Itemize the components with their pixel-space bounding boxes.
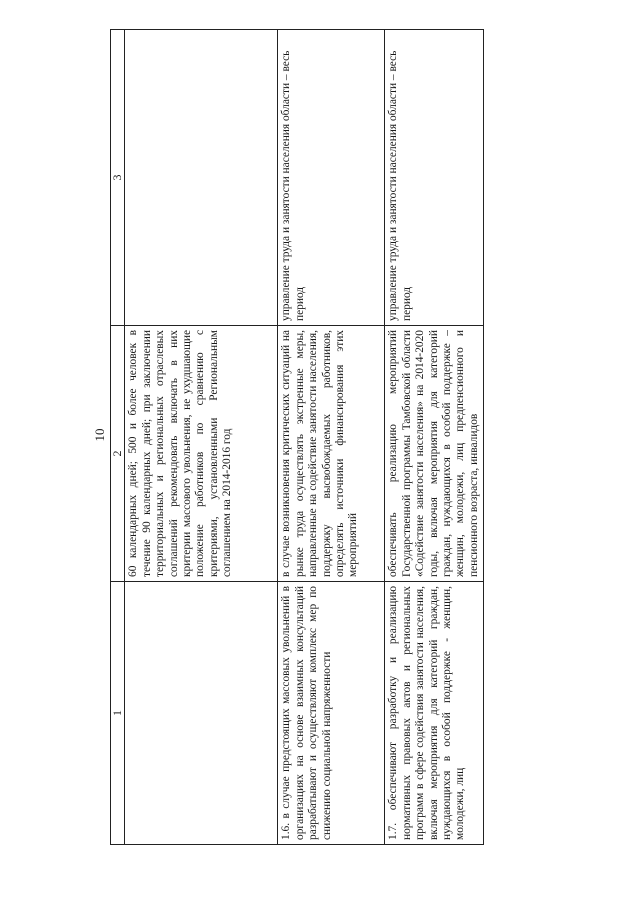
table-row — [125, 30, 278, 845]
cell-responsible — [125, 30, 278, 326]
measures-table — [110, 30, 480, 845]
header-col-2: 2 — [111, 326, 125, 582]
table-header-row — [111, 30, 125, 845]
cell-trade-unions: 1.7. обеспечивают разработку и реализацию нормативных правовых актов и региональных программ в сфере содействия занятости населения, включая мероприятия для категорий граждан, нуждающихся в особой поддержке - женщин, молодежи, лиц — [385, 582, 484, 845]
cell-trade-unions — [125, 582, 278, 845]
header-col-1: 1 — [111, 582, 125, 845]
cell-responsible: управление труда и занятости населения области – весь период — [278, 30, 385, 326]
page-number: 10 — [92, 428, 107, 442]
table-row — [385, 30, 484, 845]
header-col-3: 3 — [111, 30, 125, 326]
cell-measures: 60 календарных дней; 500 и более человек в течение 90 календарных дней; при заключении территориальных и региональных отраслевых соглашений рекомендовать включать в них критерии массового увольнения, не ухудшающие положение работников по сравнению с критериями, установленными Региональным соглашением на 2014-2016 год — [125, 326, 278, 582]
cell-responsible: управление труда и занятости населения области – весь период — [385, 30, 484, 326]
cell-trade-unions: 1.6. в случае предстоящих массовых увольнений в организациях на основе взаимных консультаций разрабатывают и осуществляют комплекс мер по снижению социальной напряженности — [278, 582, 385, 845]
cell-measures: в случае возникновения критических ситуаций на рынке труда осуществлять экстренные меры, направленные на содействие занятости населения, поддержку высвобождаемых работников, определять источники финансирования этих мероприятий — [278, 326, 385, 582]
table-row — [278, 30, 385, 845]
cell-measures: обеспечивать реализацию мероприятий Государственной программы Тамбовской области «Содействие занятости населения» на 2014-2020 годы, включая мероприятия для категорий граждан, нуждающихся в особой поддержке – женщин, молодежи, лиц предпенсионного и пенсионного возраста, инвалидов — [385, 326, 484, 582]
